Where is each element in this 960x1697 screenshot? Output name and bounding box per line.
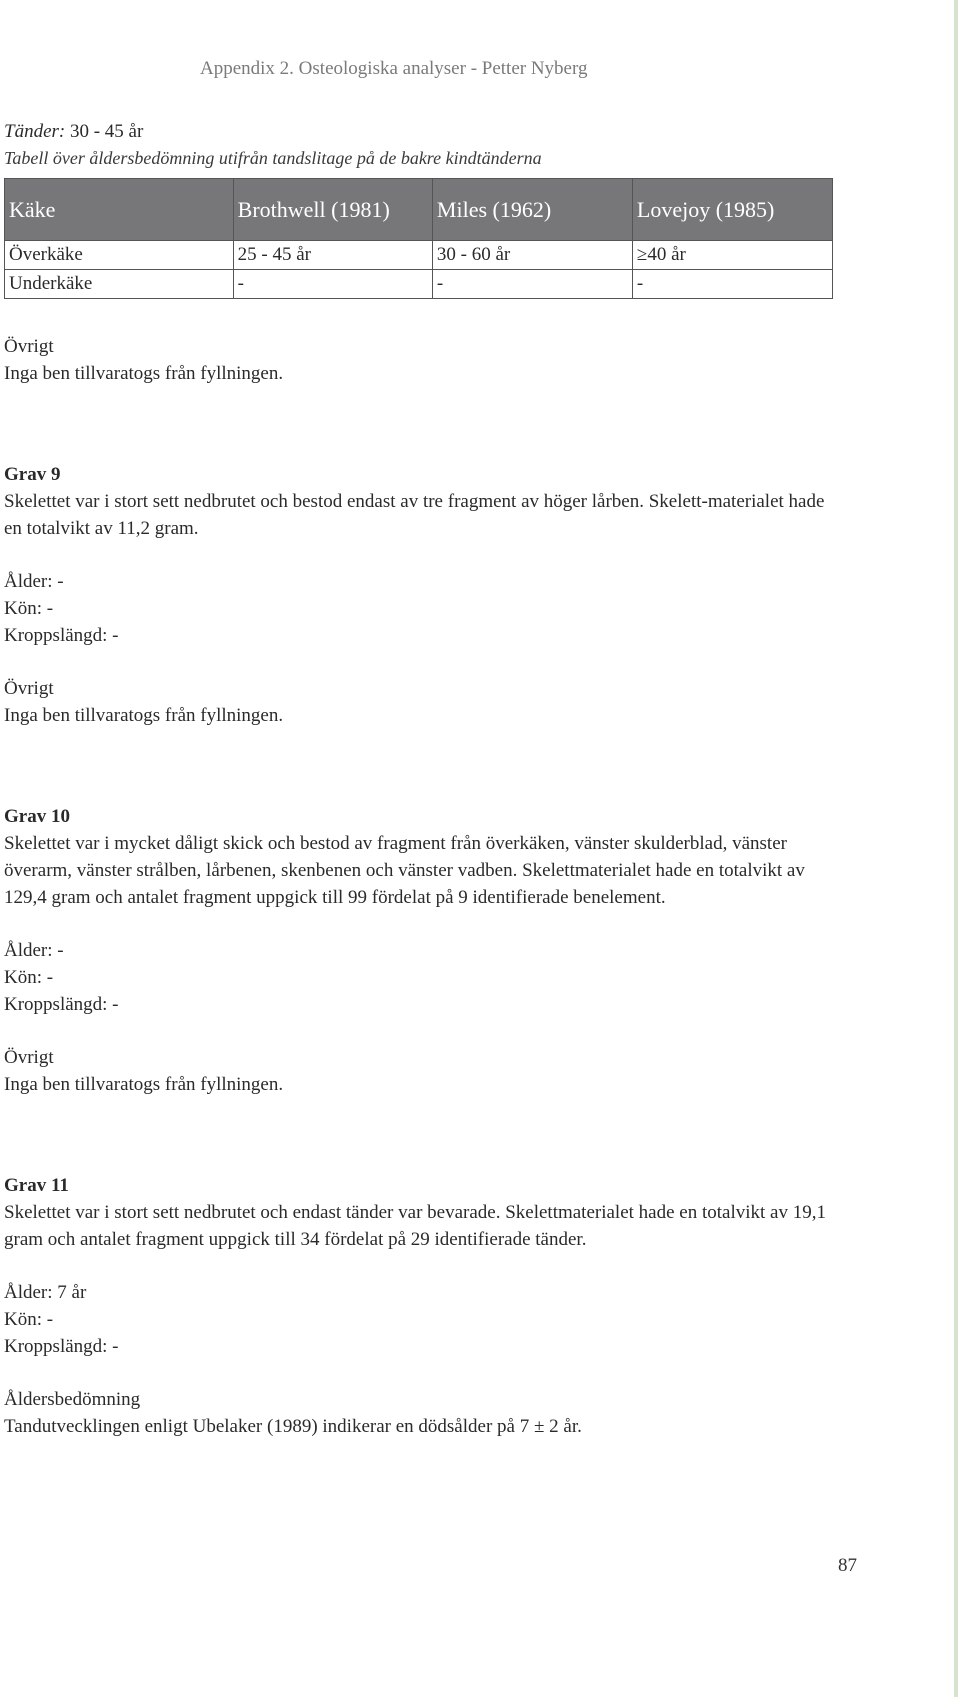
other-text: Inga ben tillvaratogs från fyllningen. xyxy=(4,363,284,384)
running-header: Appendix 2. Osteologiska analyser - Petter Nyberg xyxy=(200,58,588,79)
table-cell: - xyxy=(233,270,432,299)
height-field: Kroppslängd: - xyxy=(4,994,119,1015)
table-row xyxy=(5,241,833,270)
grave-title: Grav 10 xyxy=(4,806,70,827)
table-cell: 25 - 45 år xyxy=(233,241,432,270)
grave-9-section xyxy=(4,461,834,729)
assessment-heading: Åldersbedömning xyxy=(4,1389,141,1410)
table-header-cell: Miles (1962) xyxy=(432,179,632,241)
page-number: 87 xyxy=(838,1555,857,1576)
table-cell: - xyxy=(632,270,832,299)
other-heading: Övrigt xyxy=(4,1047,54,1068)
grave-10-section xyxy=(4,803,834,1098)
teeth-label: Tänder: xyxy=(4,121,66,142)
age-field: Ålder: 7 år xyxy=(4,1282,87,1303)
height-field: Kroppslängd: - xyxy=(4,625,119,646)
table-cell: 30 - 60 år xyxy=(432,241,632,270)
grave-description: Skelettet var i stort sett nedbrutet och bestod endast av tre fragment av höger lårben. Skelett-materialet hade en totalvikt av 11,2 gram. xyxy=(4,491,825,539)
page-edge-rule xyxy=(954,0,958,1697)
table-cell: - xyxy=(432,270,632,299)
other-heading: Övrigt xyxy=(4,678,54,699)
age-field: Ålder: - xyxy=(4,940,64,961)
sex-field: Kön: - xyxy=(4,598,54,619)
table-header-row xyxy=(5,179,833,241)
sex-field: Kön: - xyxy=(4,967,54,988)
grave-title: Grav 11 xyxy=(4,1175,69,1196)
assessment-text: Tandutvecklingen enligt Ubelaker (1989) indikerar en dödsålder på 7 ± 2 år. xyxy=(4,1416,582,1437)
teeth-age-line xyxy=(4,118,834,145)
table-row xyxy=(5,270,833,299)
table-header-cell: Lovejoy (1985) xyxy=(632,179,832,241)
table-header-cell: Käke xyxy=(5,179,234,241)
table-header-cell: Brothwell (1981) xyxy=(233,179,432,241)
grave-description: Skelettet var i mycket dåligt skick och bestod av fragment från överkäken, vänster skulderblad, vänster överarm, vänster strålben, lårbenen, skenbenen och vänster vadben. Skelettmaterialet hade en totalvikt av 129,4 gram och antalet fragment uppgick till 99 fördelat på 9 identifierade benelement. xyxy=(4,833,805,908)
age-field: Ålder: - xyxy=(4,571,64,592)
age-assessment-table xyxy=(4,178,833,299)
other-text: Inga ben tillvaratogs från fyllningen. xyxy=(4,1074,284,1095)
table-cell: ≥40 år xyxy=(632,241,832,270)
table-cell: Överkäke xyxy=(5,241,234,270)
other-heading: Övrigt xyxy=(4,336,54,357)
page-content xyxy=(4,118,834,1440)
table-cell: Underkäke xyxy=(5,270,234,299)
grave-description: Skelettet var i stort sett nedbrutet och endast tänder var bevarade. Skelettmaterialet hade en totalvikt av 19,1 gram och antalet fragment uppgick till 34 fördelat på 29 identifierade tänder. xyxy=(4,1202,826,1250)
other-text: Inga ben tillvaratogs från fyllningen. xyxy=(4,705,284,726)
table-caption: Tabell över åldersbedömning utifrån tandslitage på de bakre kindtänderna xyxy=(4,148,542,168)
sex-field: Kön: - xyxy=(4,1309,54,1330)
grave-title: Grav 9 xyxy=(4,464,61,485)
grave-11-section xyxy=(4,1172,834,1440)
teeth-value: 30 - 45 år xyxy=(69,121,144,142)
height-field: Kroppslängd: - xyxy=(4,1336,119,1357)
